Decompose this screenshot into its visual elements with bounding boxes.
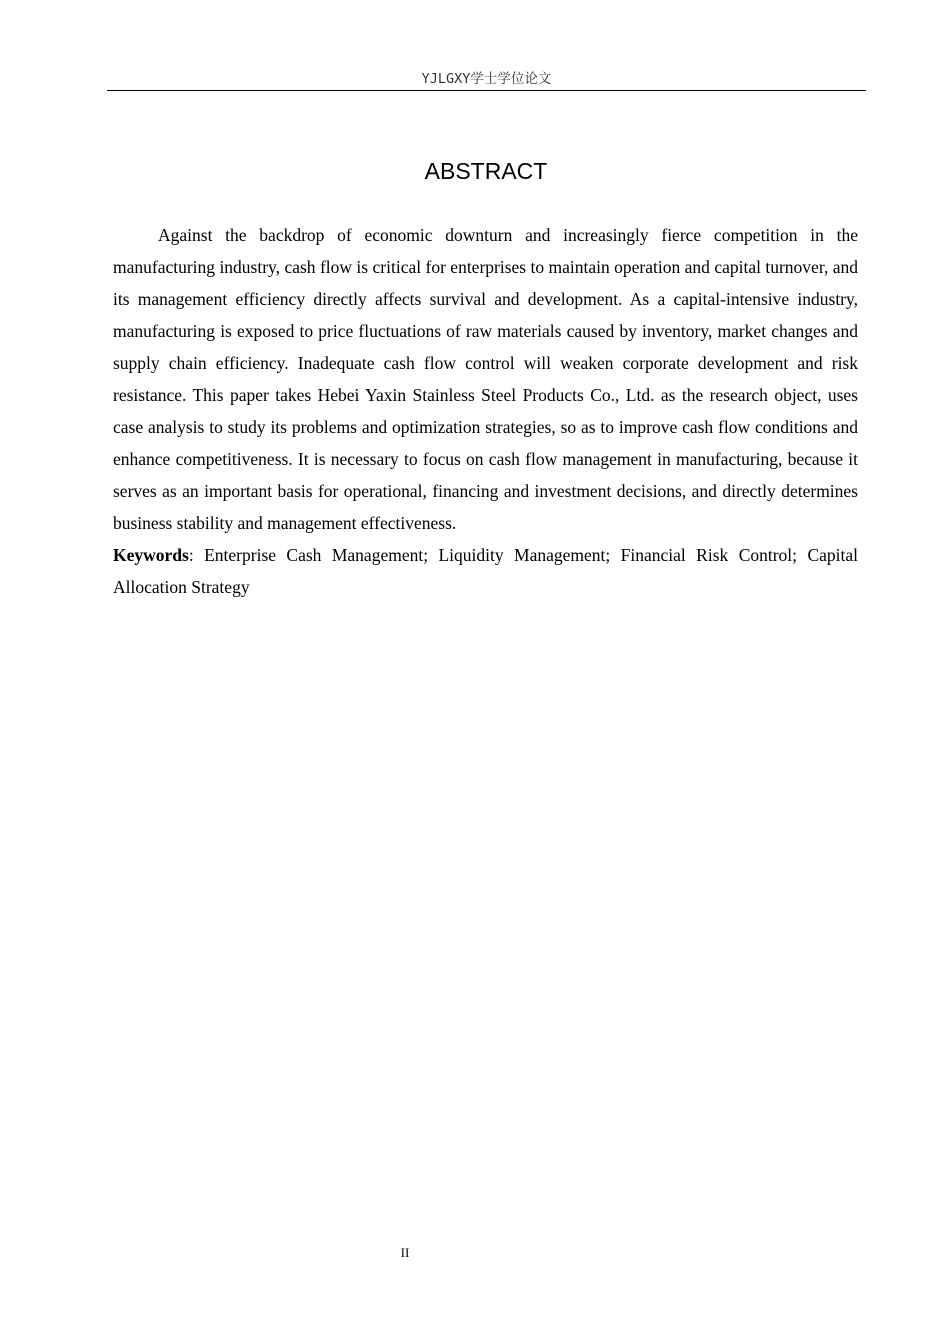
keywords-text: : Enterprise Cash Management; Liquidity Management; Financial Risk Control; Capital Allocation Strategy <box>113 545 858 597</box>
keywords-line <box>113 539 858 603</box>
header-text: YJLGXY学士学位论文 <box>421 71 552 87</box>
page-number: II <box>400 1245 410 1260</box>
page-header <box>107 68 866 91</box>
abstract-section <box>113 219 858 603</box>
abstract-paragraph: Against the backdrop of economic downturn and increasingly fierce competition in the manufacturing industry, cash flow is critical for enterprises to maintain operation and capital turnover, and its management efficiency directly affects survival and development. As a capital-intensive industry, manufacturing is exposed to price fluctuations of raw materials caused by inventory, market changes and supply chain efficiency. Inadequate cash flow control will weaken corporate development and risk resistance. This paper takes Hebei Yaxin Stainless Steel Products Co., Ltd. as the research object, uses case analysis to study its problems and optimization strategies, so as to improve cash flow conditions and enhance competitiveness. It is necessary to focus on cash flow management in manufacturing, because it serves as an important basis for operational, financing and investment decisions, and directly determines business stability and management effectiveness. <box>113 225 858 533</box>
abstract-title: ABSTRACT <box>424 158 548 184</box>
keywords-label: Keywords <box>113 545 189 565</box>
